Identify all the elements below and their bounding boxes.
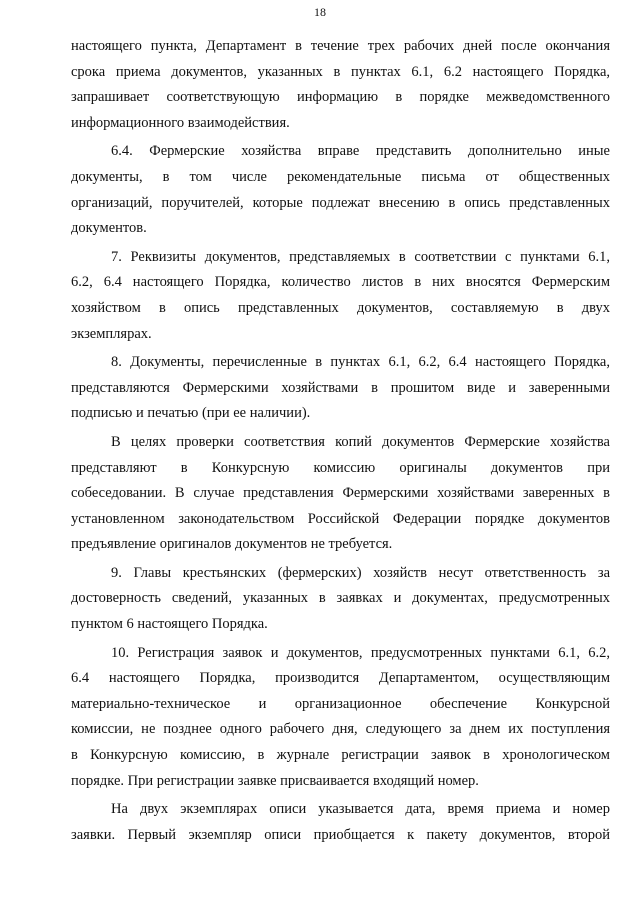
- text-line: документов.: [71, 220, 147, 237]
- text-line: документы, в том числе рекомендательные письма от общественных: [71, 168, 610, 185]
- text-line: запрашивает соответствующую информацию в порядке межведомственного: [71, 89, 610, 106]
- text-line: представляют в Конкурсную комиссию оригиналы документов при: [71, 459, 610, 476]
- paragraph: [71, 350, 610, 427]
- text-line: 6.4. Фермерские хозяйства вправе представить дополнительно иные: [111, 143, 610, 160]
- text-line: представляются Фермерскими хозяйствами в прошитом виде и заверенными: [71, 379, 610, 396]
- text-line: настоящего пункта, Департамент в течение трех рабочих дней после окончания: [71, 38, 610, 54]
- text-line: 7. Реквизиты документов, представляемых в соответствии с пунктами 6.1,: [111, 248, 610, 265]
- text-line: порядке. При регистрации заявке присваивается входящий номер.: [71, 772, 479, 789]
- text-line: информационного взаимодействия.: [71, 114, 290, 131]
- text-line: собеседовании. В случае представления Фермерскими хозяйствами заверенных в: [71, 485, 610, 502]
- text-line: пунктом 6 настоящего Порядка.: [71, 616, 268, 633]
- text-line: комиссии, не позднее одного рабочего дня, следующего за днем их поступления: [71, 721, 610, 738]
- document-body: [71, 34, 610, 848]
- text-line: 6.4 настоящего Порядка, производится Департаментом, осуществляющим: [71, 670, 610, 687]
- text-line: экземплярах.: [71, 325, 152, 342]
- paragraph: [71, 797, 610, 848]
- text-line: заявки. Первый экземпляр описи приобщается к пакету документов, второй: [71, 826, 610, 843]
- paragraph: [71, 34, 610, 136]
- text-line: материально-техническое и организационное обеспечение Конкурсной: [71, 695, 610, 712]
- paragraph: [71, 561, 610, 638]
- paragraph: [71, 430, 610, 558]
- text-line: В целях проверки соответствия копий документов Фермерские хозяйства: [111, 433, 610, 450]
- text-line: в Конкурсную комиссию, в журнале регистрации заявок в хронологическом: [71, 747, 610, 764]
- text-line: подписью и печатью (при ее наличии).: [71, 405, 311, 422]
- paragraph: [71, 245, 610, 347]
- text-line: 8. Документы, перечисленные в пунктах 6.1, 6.2, 6.4 настоящего Порядка,: [111, 354, 610, 371]
- text-line: предъявление оригиналов документов не требуется.: [71, 536, 393, 553]
- text-line: установленном законодательством Российской Федерации порядке документов: [71, 510, 610, 527]
- text-line: 10. Регистрация заявок и документов, предусмотренных пунктами 6.1, 6.2,: [111, 644, 610, 661]
- text-line: хозяйством в опись представленных документов, составляемую в двух: [71, 299, 610, 316]
- text-line: достоверность сведений, указанных в заявках и документах, предусмотренных: [71, 590, 610, 607]
- text-line: 9. Главы крестьянских (фермерских) хозяйств несут ответственность за: [111, 564, 610, 581]
- text-line: организаций, поручителей, которые подлежат внесению в опись представленных: [71, 194, 610, 211]
- text-line: срока приема документов, указанных в пунктах 6.1, 6.2 настоящего Порядка,: [71, 63, 610, 80]
- page-number: 18: [314, 5, 326, 19]
- paragraph: [71, 641, 610, 795]
- paragraph: [71, 139, 610, 241]
- text-line: 6.2, 6.4 настоящего Порядка, количество листов в них вносятся Фермерским: [71, 274, 610, 291]
- text-line: На двух экземплярах описи указывается дата, время приема и номер: [111, 801, 610, 818]
